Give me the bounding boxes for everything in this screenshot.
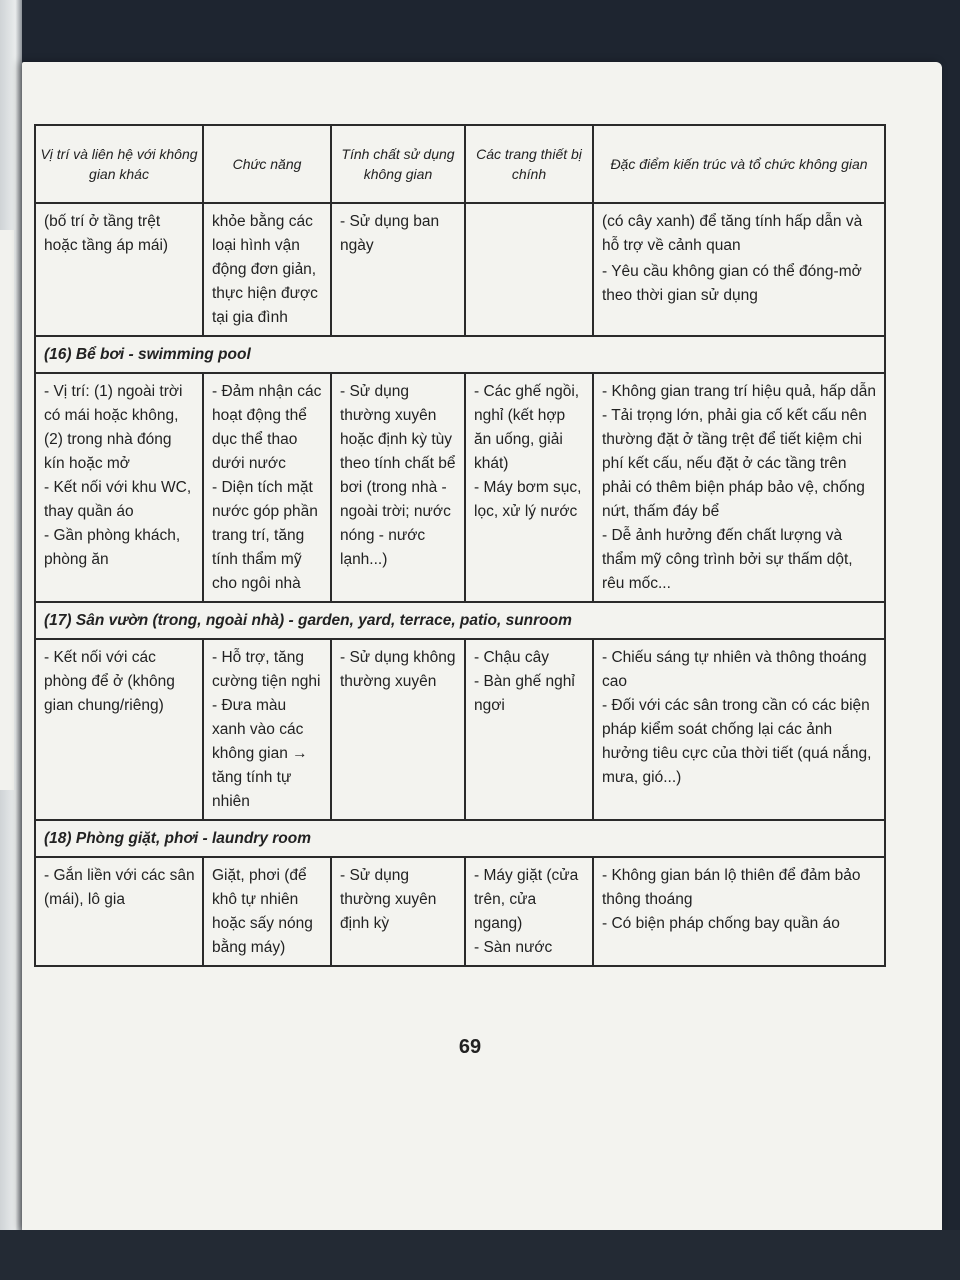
cell-equipment: [465, 857, 593, 966]
cell-equipment: [465, 203, 593, 336]
section-title-row: [35, 336, 885, 373]
cell-line: - Máy bơm sục, lọc, xử lý nước: [474, 479, 582, 520]
cell-line: - Gần phòng khách, phòng ăn: [44, 527, 181, 568]
architecture-table: [34, 124, 886, 967]
cell-line: - Sử dụng ban ngày: [340, 213, 440, 254]
cell-line: - Tải trọng lớn, phải gia cố kết cấu nên thường đặt ở tầng trệt để tiết kiệm chi phí kết cấu, nếu đặt ở các tầng trên phải có thêm biện pháp bảo vệ, chống nứt, thấm đáy bể: [602, 407, 867, 520]
cell-line: - Gắn liền với các sân (mái), lô gia: [44, 867, 195, 908]
cell-line: - Sàn nước: [474, 939, 553, 956]
cell-line: - Bàn ghế nghỉ ngơi: [474, 673, 575, 714]
cell-line: - Chậu cây: [474, 649, 549, 666]
cell-features: [593, 639, 885, 820]
cell-location: [35, 639, 203, 820]
cell-features: [593, 203, 885, 336]
section-title: (17) Sân vườn (trong, ngoài nhà) - garden, yard, terrace, patio, sunroom: [35, 602, 885, 639]
cell-line: - Đảm nhận các hoạt động thể dục thể thao dưới nước: [212, 383, 322, 472]
cell-line: - Chiếu sáng tự nhiên và thông thoáng cao: [602, 649, 867, 690]
table-row: [35, 373, 885, 602]
cell-features: [593, 857, 885, 966]
cell-features: [593, 373, 885, 602]
previous-page-edge: [0, 230, 14, 790]
cell-equipment: [465, 639, 593, 820]
cell-line: - Có biện pháp chống bay quần áo: [602, 915, 840, 932]
cell-function: [203, 373, 331, 602]
header-usage: Tính chất sử dụng không gian: [331, 125, 465, 203]
cell-function: [203, 203, 331, 336]
header-location: Vị trí và liên hệ với không gian khác: [35, 125, 203, 203]
header-features: Đặc điểm kiến trúc và tổ chức không gian: [593, 125, 885, 203]
cell-line: - Không gian bán lộ thiên để đảm bảo thông thoáng: [602, 867, 861, 908]
cell-location: [35, 373, 203, 602]
page-number: 69: [458, 1036, 482, 1058]
section-title: (16) Bể bơi - swimming pool: [35, 336, 885, 373]
cell-line: - Sử dụng thường xuyên định kỳ: [340, 867, 437, 932]
cell-usage: [331, 857, 465, 966]
cell-usage: [331, 639, 465, 820]
section-title-row: [35, 820, 885, 857]
cell-line: - Dễ ảnh hưởng đến chất lượng và thẩm mỹ công trình bởi sự thấm dột, rêu mốc...: [602, 527, 853, 592]
cell-location: [35, 857, 203, 966]
cell-line: (bố trí ở tầng trệt hoặc tầng áp mái): [44, 213, 169, 254]
cell-line: (có cây xanh) để tăng tính hấp dẫn và hỗ trợ về cảnh quan: [602, 213, 863, 254]
cell-line: - Hỗ trợ, tăng cường tiện nghi: [212, 649, 321, 690]
table-row-continued: [35, 203, 885, 336]
cell-line: - Sử dụng không thường xuyên: [340, 649, 456, 690]
section-title-row: [35, 602, 885, 639]
cell-usage: [331, 203, 465, 336]
cell-line: - Máy giặt (cửa trên, cửa ngang): [474, 867, 579, 932]
cell-line: - Kết nối với khu WC, thay quần áo: [44, 479, 192, 520]
cell-line: - Kết nối với các phòng để ở (không gian chung/riêng): [44, 649, 175, 714]
cell-line: - Vị trí: (1) ngoài trời có mái hoặc không, (2) trong nhà đóng kín hoặc mở: [44, 383, 183, 472]
background-surface: [0, 1230, 960, 1280]
cell-function: [203, 857, 331, 966]
cell-line: Giặt, phơi (để khô tự nhiên hoặc sấy nóng bằng máy): [212, 867, 313, 956]
cell-line: - Các ghế ngồi, nghỉ (kết hợp ăn uống, giải khát): [474, 383, 580, 472]
section-title: (18) Phòng giặt, phơi - laundry room: [35, 820, 885, 857]
header-function: Chức năng: [203, 125, 331, 203]
cell-line: - Diện tích mặt nước góp phần trang trí, tăng tính thẩm mỹ cho ngôi nhà: [212, 479, 318, 592]
cell-function: [203, 639, 331, 820]
table-header-row: [35, 125, 885, 203]
cell-line: khỏe bằng các loại hình vận động đơn giản, thực hiện được tại gia đình: [212, 213, 318, 326]
table-row: [35, 639, 885, 820]
cell-line: - Đối với các sân trong cần có các biện pháp kiểm soát chống lại các ảnh hưởng tiêu cực của thời tiết (quá nắng, mưa, gió...): [602, 697, 872, 786]
cell-usage: [331, 373, 465, 602]
cell-line: - Yêu cầu không gian có thể đóng-mở theo thời gian sử dụng: [602, 263, 862, 304]
cell-line: - Sử dụng thường xuyên hoặc định kỳ tùy theo tính chất bể bơi (trong nhà - ngoài trời; nước nóng - nước lạnh...): [340, 383, 456, 568]
cell-line: - Đưa màu xanh vào các không gian → tăng tính tự nhiên: [212, 697, 308, 810]
cell-equipment: [465, 373, 593, 602]
header-equipment: Các trang thiết bị chính: [465, 125, 593, 203]
cell-location: [35, 203, 203, 336]
cell-line: - Không gian trang trí hiệu quả, hấp dẫn: [602, 383, 877, 400]
table-row: [35, 857, 885, 966]
